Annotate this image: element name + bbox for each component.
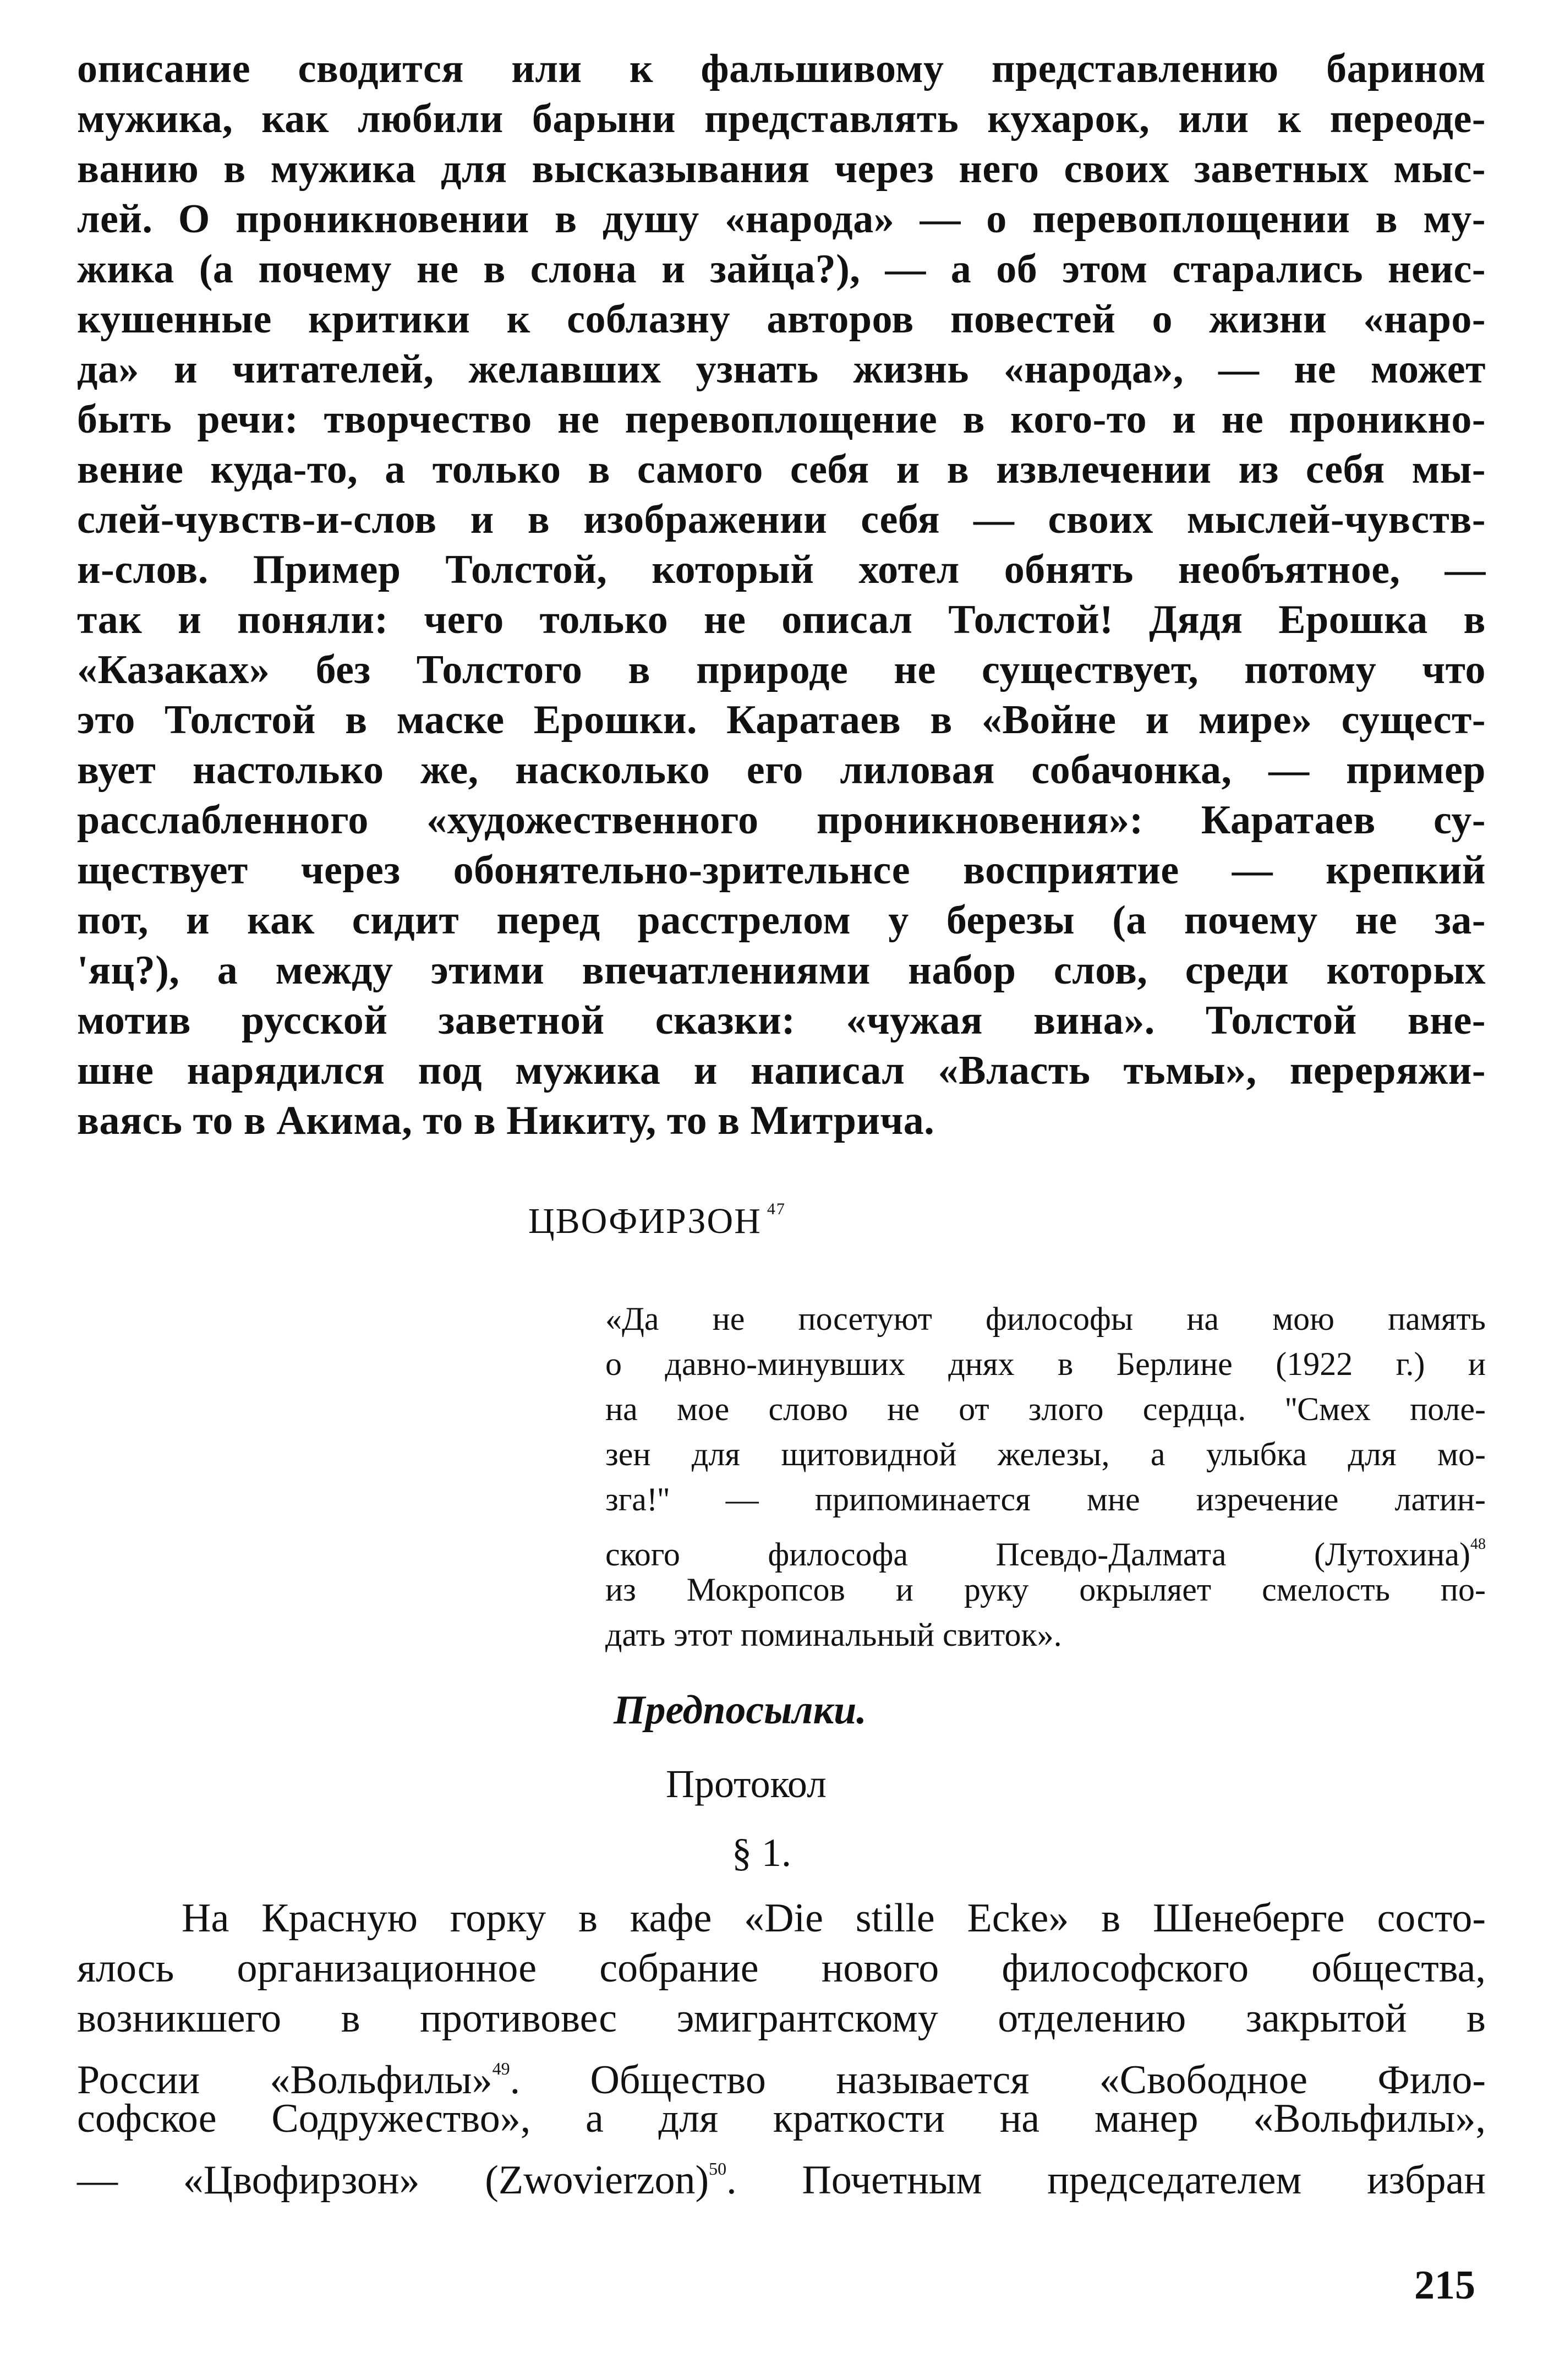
body-line: жика (а почему не в слона и зайца?), — а об этом старались неис-	[77, 247, 1486, 292]
subheading-premises: Предпосылки.	[614, 1688, 867, 1733]
protocol-line: возникшего в противовес эмигрантскому отделению закрытой в	[77, 1996, 1486, 2041]
body-line: лей. О проникновении в душу «народа» — о перевоплощении в му-	[77, 196, 1486, 242]
body-line: вует настолько же, насколько его лиловая собачонка, — пример	[77, 747, 1486, 793]
protocol-line: софское Содружество», а для краткости на манер «Вольфилы»,	[77, 2096, 1486, 2141]
body-line: расслабленного «художественного проникновения»: Каратаев су-	[77, 798, 1486, 843]
body-line: и-слов. Пример Толстой, который хотел обнять необъятное, —	[77, 547, 1486, 592]
page-number: 215	[1414, 2263, 1475, 2308]
section-heading	[528, 1200, 786, 1242]
protocol-line: — «Цвофирзон» (Zwovierzon)$^{50}$. Почетным председателем избран	[77, 2158, 1486, 2203]
epigraph-line: ского философа Псевдо-Далмата (Лутохина)$^{48}$	[605, 1536, 1486, 1573]
protocol-line: ялось организационное собрание нового философского общества,	[77, 1946, 1486, 1991]
footnote-ref-48: 48	[1470, 1536, 1486, 1553]
body-line: вение куда-то, а только в самого себя и в извлечении из себя мы-	[77, 447, 1486, 492]
subheading-protocol: Протокол	[666, 1762, 827, 1806]
protocol-line: На Красную горку в кафе «Die stille Ecke» в Шенеберге состо-	[182, 1896, 1486, 1941]
body-line: пот, и как сидит перед расстрелом у березы (а почему не за-	[77, 898, 1486, 943]
body-line: быть речи: творчество не перевоплощение в кого-то и не проникно-	[77, 397, 1486, 442]
body-line: шне нарядился под мужика и написал «Власть тьмы», переряжи-	[77, 1048, 1486, 1093]
body-line: это Толстой в маске Ерошки. Каратаев в «Войне и мире» сущест-	[77, 697, 1486, 743]
protocol-line: России «Вольфилы»$^{49}$. Общество называется «Свободное Фило-	[77, 2057, 1486, 2103]
body-line: кушенные критики к соблазну авторов повестей о жизни «наро-	[77, 297, 1486, 342]
body-line: ванию в мужика для высказывания через него своих заветных мыс-	[77, 146, 1486, 192]
body-line: слей-чувств-и-слов и в изображении себя — своих мыслей-чувств-	[77, 497, 1486, 542]
epigraph-line: из Мокропсов и руку окрыляет смелость по-	[605, 1571, 1486, 1608]
subheading-paragraph-number: § 1.	[732, 1831, 791, 1875]
section-footnote-ref: 47	[767, 1200, 786, 1218]
body-line: ваясь то в Акима, то в Никиту, то в Митрича.	[77, 1098, 935, 1143]
epigraph-line: на мое слово не от злого сердца. ''Смех поле-	[605, 1391, 1486, 1427]
body-line: ществует через обонятельно-зрительнсе восприятие — крепкий	[77, 848, 1486, 893]
body-line: описание сводится или к фальшивому представлению барином	[77, 46, 1486, 91]
body-line: «Казаках» без Толстого в природе не существует, потому что	[77, 647, 1486, 692]
epigraph-line: дать этот поминальный свиток».	[605, 1617, 1062, 1653]
body-line: мужика, как любили барыни представлять кухарок, или к переоде-	[77, 96, 1486, 141]
body-line: мотив русской заветной сказки: «чужая вина». Толстой вне-	[77, 998, 1486, 1043]
epigraph-line: «Да не посетуют философы на мою память	[605, 1301, 1486, 1337]
body-line: 'яц?), а между этими впечатлениями набор слов, среди которых	[77, 948, 1486, 993]
body-line: да» и читателей, желавших узнать жизнь «народа», — не может	[77, 347, 1486, 392]
section-title: ЦВОФИРЗОН	[528, 1201, 762, 1241]
footnote-ref-50: 50	[709, 2159, 727, 2179]
protocol-paragraph	[77, 1893, 1486, 2203]
body-line: так и поняли: чего только не описал Толстой! Дядя Ерошка в	[77, 597, 1486, 642]
body-paragraph	[77, 44, 1486, 1146]
epigraph-line: зен для щитовидной железы, а улыбка для мо-	[605, 1436, 1486, 1472]
epigraph	[605, 1296, 1486, 1657]
footnote-ref-49: 49	[492, 2059, 510, 2078]
epigraph-line: зга!'' — припоминается мне изречение латин-	[605, 1481, 1486, 1517]
epigraph-line: о давно-минувших днях в Берлине (1922 г.) и	[605, 1346, 1486, 1382]
main-text-block	[77, 44, 1486, 1146]
